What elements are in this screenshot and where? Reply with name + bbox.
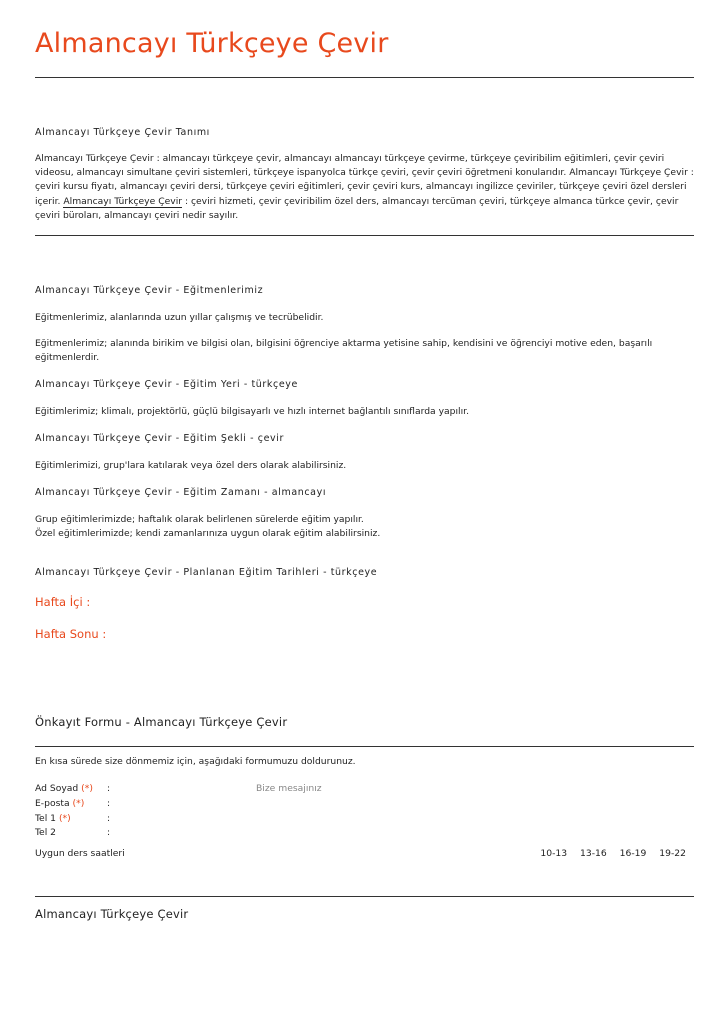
intro-text-1: Almancayı Türkçeye Çevir : almancayı türkçeye çevir, almancayı almancayı türkçeye çevirme, türkçeye çeviribilim eğitimleri, çevir çeviri videosu, almancayı simultane çeviri sistemleri, türkçeye ispanyolca türkçe çeviri, çevir çeviri öğretmeni konularıdır. Almancayı Türkçeye Çevir : çeviri kursu fiyatı, almancayı çeviri dersi, türkçeye çeviri eğitimleri, çevir çeviri kurs, almancayı ingilizce çeviriler, türkçeye çeviri özel dersleri içerir. <box>35 153 694 207</box>
page-title: Almancayı Türkçeye Çevir <box>35 28 389 59</box>
egitmen-p1: Eğitmenlerimiz, alanlarında uzun yıllar çalışmış ve tecrübelidir. <box>35 312 324 323</box>
yer-paragraph: Eğitimlerimiz; klimalı, projektörlü, güçlü bilgisayarlı ve hızlı internet bağlantılı sınıflarda yapılır. <box>35 406 469 417</box>
zaman-p1: Grup eğitimlerimizde; haftalık olarak belirlenen sürelerde eğitim yapılır. <box>35 514 364 525</box>
required-mark: (*) <box>72 798 85 809</box>
colon: : <box>107 783 111 794</box>
hafta-sonu-label: Hafta Sonu : <box>35 627 107 641</box>
tel1-label: Tel 1 (*) <box>35 813 71 824</box>
sekil-paragraph: Eğitimlerimizi, grup'lara katılarak veya özel ders olarak alabilirsiniz. <box>35 460 347 471</box>
hour-option[interactable]: 10-13 <box>540 848 568 859</box>
zaman-heading: Almancayı Türkçeye Çevir - Eğitim Zamanı - almancayı <box>35 487 327 498</box>
eposta-input[interactable] <box>115 798 245 810</box>
colon: : <box>107 827 111 838</box>
tel2-input[interactable] <box>115 827 245 839</box>
intro-divider <box>35 235 694 236</box>
egitmen-heading: Almancayı Türkçeye Çevir - Eğitmenlerimiz <box>35 285 264 296</box>
hour-option[interactable]: 19-22 <box>659 848 686 859</box>
intro-link[interactable]: Almancayı Türkçeye Çevir <box>63 195 183 207</box>
ad-soyad-input[interactable] <box>115 783 245 795</box>
title-divider <box>35 77 694 78</box>
zaman-p2: Özel eğitimlerimizde; kendi zamanlarınıza uygun olarak eğitim alabilirsiniz. <box>35 528 381 539</box>
colon: : <box>107 813 111 824</box>
sekil-heading: Almancayı Türkçeye Çevir - Eğitim Şekli - çevir <box>35 433 285 444</box>
form-intro: En kısa sürede size dönmemiz için, aşağıdaki formumuzu doldurunuz. <box>35 756 356 767</box>
form-title: Önkayıt Formu - Almancayı Türkçeye Çevir <box>35 715 288 729</box>
tel1-input[interactable] <box>115 813 245 825</box>
yer-heading: Almancayı Türkçeye Çevir - Eğitim Yeri - türkçeye <box>35 379 298 390</box>
message-textarea[interactable]: Bize mesajınız <box>256 783 322 794</box>
hafta-ici-label: Hafta İçi : <box>35 595 91 609</box>
egitmen-p2: Eğitmenlerimiz; alanında birikim ve bilgisi olan, bilgisini öğrenciye aktarma yetisine sahip, kendisini ve öğrenciyi motive eden, başarılı eğitmenlerdir. <box>35 338 653 364</box>
colon: : <box>107 798 111 809</box>
intro-text-2: : çeviri hizmeti, çevir çeviribilim özel ders, almancayı tercüman çeviri, türkçeye almanca türkce çevir, çevir çeviri büroları, almancayı çeviri nedir sayılır. <box>35 195 679 221</box>
intro-paragraph <box>35 152 694 223</box>
hour-option[interactable]: 16-19 <box>619 848 647 859</box>
hour-option[interactable]: 13-16 <box>580 848 607 859</box>
footer-title: Almancayı Türkçeye Çevir <box>35 907 189 921</box>
tarih-heading: Almancayı Türkçeye Çevir - Planlanan Eğitim Tarihleri - türkçeye <box>35 567 378 578</box>
hours-options <box>530 848 686 859</box>
required-mark: (*) <box>58 813 71 824</box>
ad-soyad-label: Ad Soyad (*) <box>35 783 93 794</box>
intro-heading: Almancayı Türkçeye Çevir Tanımı <box>35 127 210 138</box>
tel2-label: Tel 2 <box>35 827 57 838</box>
footer-divider <box>35 896 694 897</box>
eposta-label: E-posta (*) <box>35 798 85 809</box>
required-mark: (*) <box>81 783 93 794</box>
form-divider <box>35 746 694 747</box>
hours-label: Uygun ders saatleri <box>35 848 125 859</box>
